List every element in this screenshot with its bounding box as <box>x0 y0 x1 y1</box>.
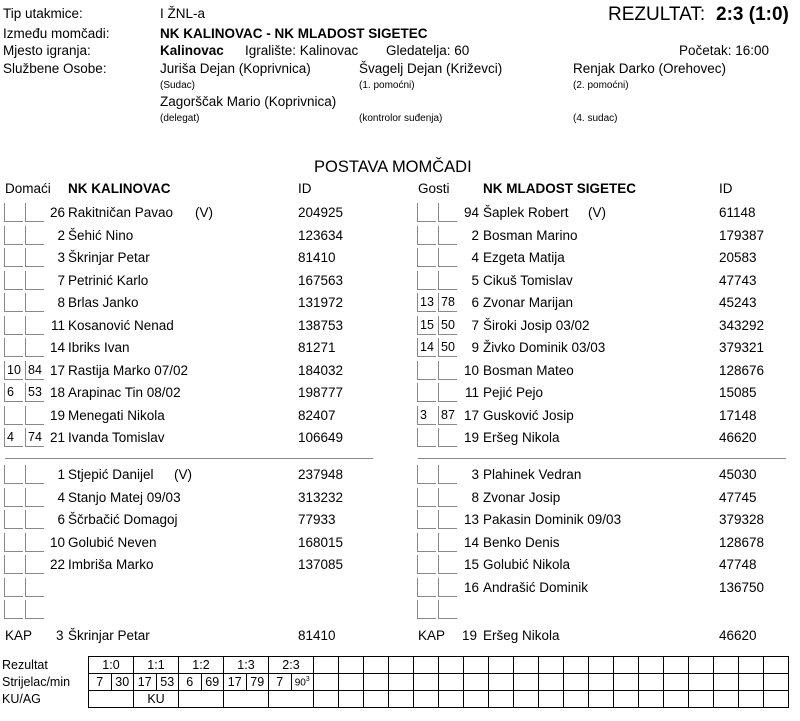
away-id-header: ID <box>719 181 733 196</box>
score-cell: 1:3 <box>224 657 269 674</box>
away-sub-info-box: 13 <box>417 293 436 312</box>
home-player-name: Ivanda Tomislav <box>68 430 165 445</box>
away-sub-info-box <box>417 271 436 290</box>
away-player-name: Pejić Pejo <box>483 385 544 400</box>
home-sub-info-box <box>4 203 23 222</box>
scorer-minute-value: 90 <box>294 677 306 689</box>
away-player-number: 15 <box>463 557 479 572</box>
venue-label: Mjesto igranja: <box>3 43 91 58</box>
score-cell: 1:1 <box>134 657 179 674</box>
empty-cell <box>339 674 364 691</box>
home-sub-info-box <box>4 248 23 267</box>
away-sub-minute-box <box>438 555 457 574</box>
away-sub-minute-box <box>438 600 457 619</box>
away-team-name: NK MLADOST SIGETEC <box>483 181 637 196</box>
home-id-header: ID <box>298 181 312 196</box>
away-player-number: 13 <box>463 512 479 527</box>
away-player-id: 15085 <box>719 385 757 400</box>
empty-cell <box>539 691 564 708</box>
away-player-id: 379328 <box>719 512 765 527</box>
official-role: (kontrolor suđenja) <box>359 113 443 124</box>
empty-cell <box>664 674 689 691</box>
home-player-number: 22 <box>49 557 65 572</box>
empty-cell <box>339 691 364 708</box>
home-sub-minute-box <box>25 293 44 312</box>
empty-cell <box>389 674 414 691</box>
kuag-cell <box>89 691 134 708</box>
away-captain-name: Eršeg Nikola <box>483 628 560 643</box>
home-player-number: 3 <box>57 250 65 265</box>
away-sub-minute-box <box>438 248 457 267</box>
home-player-name: Stjepić Danijel <box>68 467 154 482</box>
away-player-id: 17148 <box>719 407 757 423</box>
away-side-label: Gosti <box>418 181 450 196</box>
home-sub-minute-box <box>25 488 44 507</box>
away-player-name: Bosman Marino <box>483 227 578 243</box>
away-sub-minute-box <box>438 226 457 245</box>
away-player-name: Šaplek Robert <box>483 205 569 220</box>
away-player-id: 128678 <box>719 534 765 550</box>
away-sub-minute-box <box>438 488 457 507</box>
empty-cell <box>514 691 539 708</box>
home-captain-id: 81410 <box>298 628 336 643</box>
result-table <box>0 656 789 708</box>
home-player-id: 138753 <box>298 317 344 333</box>
match-title: NK KALINOVAC - NK MLADOST SIGETEC <box>160 26 428 41</box>
teams-label: Između momčadi: <box>3 26 110 41</box>
home-sub-minute-box: 84 <box>25 361 44 380</box>
result-label: REZULTAT: <box>608 4 706 25</box>
result-value: 2:3 (1:0) <box>716 4 789 25</box>
away-captain-number: 19 <box>462 628 478 643</box>
away-player-name: Zvonar Marijan <box>483 295 574 310</box>
scorer-minute: 69 <box>201 674 224 691</box>
empty-cell <box>539 674 564 691</box>
row-label-kuag: KU/AG <box>0 691 89 708</box>
empty-cell <box>439 691 464 708</box>
empty-cell <box>614 674 639 691</box>
official-role: (Sudac) <box>160 80 196 91</box>
match-type-value: I ŽNL-a <box>160 6 206 21</box>
official-role: (delegat) <box>160 113 200 124</box>
empty-cell <box>489 657 514 674</box>
home-player-note: (V) <box>174 467 192 482</box>
lineup-title: POSTAVA MOMČADI <box>314 158 472 176</box>
official-name: Zagorščak Mario (Koprivnica) <box>160 94 337 109</box>
away-player-name: Eršeg Nikola <box>483 430 560 445</box>
away-player-name: Golubić Nikola <box>483 557 571 572</box>
away-player-number: 19 <box>463 430 479 445</box>
home-player-name: Šehić Nino <box>68 227 134 243</box>
home-captain-label: KAP <box>5 628 33 643</box>
home-sub-minute-box <box>25 533 44 552</box>
empty-cell <box>389 657 414 674</box>
empty-cell <box>639 657 664 674</box>
away-player-number: 8 <box>471 489 479 505</box>
official-name: Juriša Dejan (Koprivnica) <box>160 61 311 76</box>
away-player-id: 128676 <box>719 362 765 378</box>
official-role: (1. pomoćni) <box>359 80 415 91</box>
away-sub-minute-box <box>438 361 457 380</box>
empty-cell <box>714 691 739 708</box>
away-player-id: 45243 <box>719 295 757 310</box>
home-sub-minute-box <box>25 465 44 484</box>
empty-cell <box>639 674 664 691</box>
home-sub-info-box <box>4 488 23 507</box>
official-role: (4. sudac) <box>573 113 618 124</box>
away-sub-info-box <box>417 226 436 245</box>
home-sub-info-box: 4 <box>4 428 23 447</box>
home-player-number: 17 <box>49 362 65 378</box>
officials-label: Službene Osobe: <box>3 61 107 76</box>
home-player-id: 77933 <box>298 512 336 527</box>
empty-cell <box>689 691 714 708</box>
home-player-name: Rakitničan Pavao <box>68 205 174 220</box>
away-sub-info-box <box>417 361 436 380</box>
home-player-name: Imbriša Marko <box>68 557 154 572</box>
away-player-name: Ezgeta Matija <box>483 250 565 265</box>
empty-cell <box>664 691 689 708</box>
home-player-number: 26 <box>49 205 65 220</box>
away-sub-info-box: 15 <box>417 316 436 335</box>
empty-cell <box>464 691 489 708</box>
away-sub-info-box <box>417 578 436 597</box>
away-sub-minute-box <box>438 510 457 529</box>
away-player-name: Plahinek Vedran <box>483 467 582 482</box>
home-sub-info-box <box>4 555 23 574</box>
home-player-name: Ibriks Ivan <box>68 340 130 355</box>
kuag-cell <box>269 691 314 708</box>
away-player-number: 9 <box>471 340 479 355</box>
away-player-name: Zvonar Josip <box>483 489 561 505</box>
empty-cell <box>439 674 464 691</box>
away-captain-label: KAP <box>418 628 446 643</box>
away-player-number: 7 <box>471 317 479 333</box>
home-sub-minute-box: 53 <box>25 383 44 402</box>
empty-cell <box>589 691 614 708</box>
home-player-name: Menegati Nikola <box>68 407 165 423</box>
home-sub-minute-box <box>25 226 44 245</box>
home-captain-name: Škrinjar Petar <box>68 628 150 643</box>
kickoff-value: Početak: 16:00 <box>679 43 770 58</box>
away-player-id: 45030 <box>719 467 757 482</box>
away-player-name: Cikuš Tomislav <box>483 272 573 288</box>
home-player-number: 11 <box>50 317 65 333</box>
home-sub-info-box <box>4 226 23 245</box>
home-sub-minute-box <box>25 248 44 267</box>
home-player-id: 106649 <box>298 430 344 445</box>
away-sub-minute-box: 50 <box>438 316 457 335</box>
home-sub-info-box: 10 <box>4 361 23 380</box>
away-player-number: 17 <box>463 407 479 423</box>
home-player-name: Stanjo Matej 09/03 <box>68 489 181 505</box>
empty-cell <box>564 674 589 691</box>
home-sub-info-box <box>4 406 23 425</box>
home-sub-minute-box <box>25 510 44 529</box>
empty-cell <box>514 674 539 691</box>
away-sub-info-box <box>417 203 436 222</box>
away-player-id: 47748 <box>719 557 757 572</box>
empty-cell <box>739 674 764 691</box>
scorer-number: 7 <box>269 674 292 691</box>
away-sub-info-box <box>417 510 436 529</box>
home-sub-info-box <box>4 578 23 597</box>
home-sub-minute-box <box>25 338 44 357</box>
home-player-number: 8 <box>57 295 65 310</box>
home-team-name: NK KALINOVAC <box>68 181 171 196</box>
away-sub-info-box: 3 <box>417 406 436 425</box>
away-player-name: Gusković Josip <box>483 407 574 423</box>
home-side-label: Domaći <box>5 181 51 196</box>
away-player-number: 3 <box>471 467 479 482</box>
away-sub-minute-box <box>438 203 457 222</box>
away-player-id: 343292 <box>719 317 765 333</box>
away-player-id: 379321 <box>719 340 765 355</box>
away-player-id: 20583 <box>719 250 757 265</box>
home-player-id: 131972 <box>298 295 344 310</box>
empty-cell <box>364 691 389 708</box>
away-player-number: 10 <box>463 362 479 378</box>
away-player-number: 94 <box>463 205 479 220</box>
empty-cell <box>614 657 639 674</box>
empty-cell <box>514 657 539 674</box>
away-player-name: Andrašić Dominik <box>483 579 589 595</box>
scorer-minute <box>291 674 314 691</box>
home-player-number: 19 <box>49 407 65 423</box>
away-player-name: Pakasin Dominik 09/03 <box>483 512 622 527</box>
home-player-number: 6 <box>57 512 65 527</box>
empty-cell <box>364 674 389 691</box>
score-cell: 1:2 <box>179 657 224 674</box>
away-player-number: 14 <box>463 534 479 550</box>
official-role: (2. pomoćni) <box>573 80 629 91</box>
home-sub-info-box: 6 <box>4 383 23 402</box>
home-player-name: Golubić Neven <box>68 534 157 550</box>
empty-cell <box>739 691 764 708</box>
home-player-name: Rastija Marko 07/02 <box>68 362 189 378</box>
empty-cell <box>464 657 489 674</box>
away-player-id: 46620 <box>719 430 757 445</box>
home-player-name: Škrinjar Petar <box>68 250 150 265</box>
home-player-id: 123634 <box>298 227 344 243</box>
away-sub-minute-box: 87 <box>438 406 457 425</box>
empty-cell <box>614 691 639 708</box>
row-label-result: Rezultat <box>0 657 89 674</box>
empty-cell <box>589 657 614 674</box>
away-player-number: 2 <box>471 227 479 243</box>
empty-cell <box>564 691 589 708</box>
empty-cell <box>764 674 789 691</box>
home-sub-minute-box <box>25 316 44 335</box>
empty-cell <box>414 691 439 708</box>
away-divider <box>418 458 786 459</box>
scorer-minute: 30 <box>111 674 134 691</box>
empty-cell <box>764 691 789 708</box>
away-player-id: 61148 <box>719 205 756 220</box>
home-player-number: 10 <box>49 534 65 550</box>
home-sub-info-box <box>4 338 23 357</box>
home-player-id: 81410 <box>298 250 336 265</box>
home-player-id: 313232 <box>298 489 344 505</box>
away-player-number: 6 <box>471 295 479 310</box>
empty-cell <box>664 657 689 674</box>
home-player-name: Petrinić Karlo <box>68 272 149 288</box>
empty-cell <box>689 674 714 691</box>
home-sub-info-box <box>4 293 23 312</box>
home-sub-info-box <box>4 465 23 484</box>
home-sub-minute-box <box>25 203 44 222</box>
empty-cell <box>389 691 414 708</box>
away-player-id: 136750 <box>719 579 765 595</box>
scorer-minute: 79 <box>246 674 269 691</box>
home-player-id: 137085 <box>298 557 344 572</box>
home-player-number: 21 <box>49 430 65 445</box>
home-captain-number: 3 <box>56 628 64 643</box>
home-player-name: Kosanović Nenad <box>68 317 174 333</box>
home-player-name: Brlas Janko <box>68 295 139 310</box>
home-player-id: 168015 <box>298 534 344 550</box>
added-time: 3 <box>305 675 310 683</box>
empty-cell <box>589 674 614 691</box>
kuag-cell <box>179 691 224 708</box>
home-sub-info-box <box>4 600 23 619</box>
home-player-number: 14 <box>49 340 65 355</box>
home-player-name: Arapinac Tin 08/02 <box>68 385 181 400</box>
away-sub-minute-box: 50 <box>438 338 457 357</box>
spectators-value: Gledatelja: 60 <box>386 43 470 58</box>
row-label-scorer: Strijelac/min <box>0 674 89 691</box>
empty-cell <box>689 657 714 674</box>
home-sub-info-box <box>4 316 23 335</box>
empty-cell <box>764 657 789 674</box>
kuag-cell: KU <box>134 691 179 708</box>
home-sub-info-box <box>4 271 23 290</box>
home-sub-minute-box <box>25 555 44 574</box>
empty-cell <box>714 657 739 674</box>
empty-cell <box>364 657 389 674</box>
home-player-id: 184032 <box>298 362 344 378</box>
away-sub-info-box <box>417 465 436 484</box>
match-type-label: Tip utakmice: <box>3 6 83 21</box>
home-player-id: 81271 <box>298 340 336 355</box>
empty-cell <box>539 657 564 674</box>
away-sub-minute-box <box>438 271 457 290</box>
home-player-number: 2 <box>57 227 65 243</box>
home-sub-minute-box <box>25 600 44 619</box>
home-player-id: 82407 <box>298 407 336 423</box>
scorer-number: 17 <box>134 674 157 691</box>
venue-value: Kalinovac <box>160 43 224 58</box>
empty-cell <box>439 657 464 674</box>
empty-cell <box>489 674 514 691</box>
empty-cell <box>489 691 514 708</box>
empty-cell <box>639 691 664 708</box>
empty-cell <box>714 674 739 691</box>
empty-cell <box>464 674 489 691</box>
pitch-value: Igralište: Kalinovac <box>245 43 359 58</box>
home-sub-minute-box <box>25 578 44 597</box>
away-player-id: 47743 <box>719 272 757 288</box>
scorer-number: 7 <box>89 674 112 691</box>
away-sub-minute-box <box>438 383 457 402</box>
score-cell: 1:0 <box>89 657 134 674</box>
away-sub-minute-box <box>438 533 457 552</box>
score-cell: 2:3 <box>269 657 314 674</box>
scorer-number: 6 <box>179 674 202 691</box>
away-sub-info-box <box>417 600 436 619</box>
away-player-name: Bosman Mateo <box>483 362 574 378</box>
home-player-number: 1 <box>57 467 65 482</box>
scorer-number: 17 <box>224 674 247 691</box>
away-sub-minute-box <box>438 428 457 447</box>
empty-cell <box>314 691 339 708</box>
away-sub-info-box <box>417 533 436 552</box>
empty-cell <box>414 657 439 674</box>
home-sub-info-box <box>4 510 23 529</box>
away-sub-info-box: 14 <box>417 338 436 357</box>
away-sub-info-box <box>417 555 436 574</box>
away-sub-info-box <box>417 488 436 507</box>
away-player-number: 4 <box>471 250 479 265</box>
empty-cell <box>339 657 364 674</box>
away-player-number: 5 <box>471 272 479 288</box>
scorer-minute: 53 <box>156 674 179 691</box>
home-sub-minute-box <box>25 406 44 425</box>
away-sub-info-box <box>417 428 436 447</box>
away-player-name: Živko Dominik 03/03 <box>483 340 606 355</box>
official-name: Švagelj Dejan (Križevci) <box>359 61 503 76</box>
home-player-number: 7 <box>57 272 65 288</box>
home-player-name: Ščrbačić Domagoj <box>68 512 178 527</box>
home-player-number: 18 <box>49 385 65 400</box>
away-player-note: (V) <box>588 205 606 220</box>
empty-cell <box>739 657 764 674</box>
away-player-name: Benko Denis <box>483 534 560 550</box>
home-player-id: 167563 <box>298 272 344 288</box>
away-player-number: 16 <box>463 579 479 595</box>
home-sub-info-box <box>4 533 23 552</box>
away-captain-id: 46620 <box>719 628 757 643</box>
away-sub-minute-box: 78 <box>438 293 457 312</box>
empty-cell <box>314 674 339 691</box>
empty-cell <box>564 657 589 674</box>
official-name: Renjak Darko (Orehovec) <box>573 61 727 76</box>
away-player-number: 11 <box>464 385 479 400</box>
away-sub-minute-box <box>438 465 457 484</box>
home-sub-minute-box: 74 <box>25 428 44 447</box>
home-player-id: 237948 <box>298 467 344 482</box>
home-player-number: 4 <box>57 489 65 505</box>
kuag-cell <box>224 691 269 708</box>
away-sub-info-box <box>417 248 436 267</box>
empty-cell <box>414 674 439 691</box>
away-sub-info-box <box>417 383 436 402</box>
home-player-note: (V) <box>195 205 213 220</box>
home-player-id: 198777 <box>298 385 344 400</box>
away-sub-minute-box <box>438 578 457 597</box>
away-player-id: 47745 <box>719 489 757 505</box>
home-sub-minute-box <box>25 271 44 290</box>
home-divider <box>5 458 373 459</box>
away-player-name: Široki Josip 03/02 <box>483 317 590 333</box>
home-player-id: 204925 <box>298 205 344 220</box>
empty-cell <box>314 657 339 674</box>
away-player-id: 179387 <box>719 227 765 243</box>
